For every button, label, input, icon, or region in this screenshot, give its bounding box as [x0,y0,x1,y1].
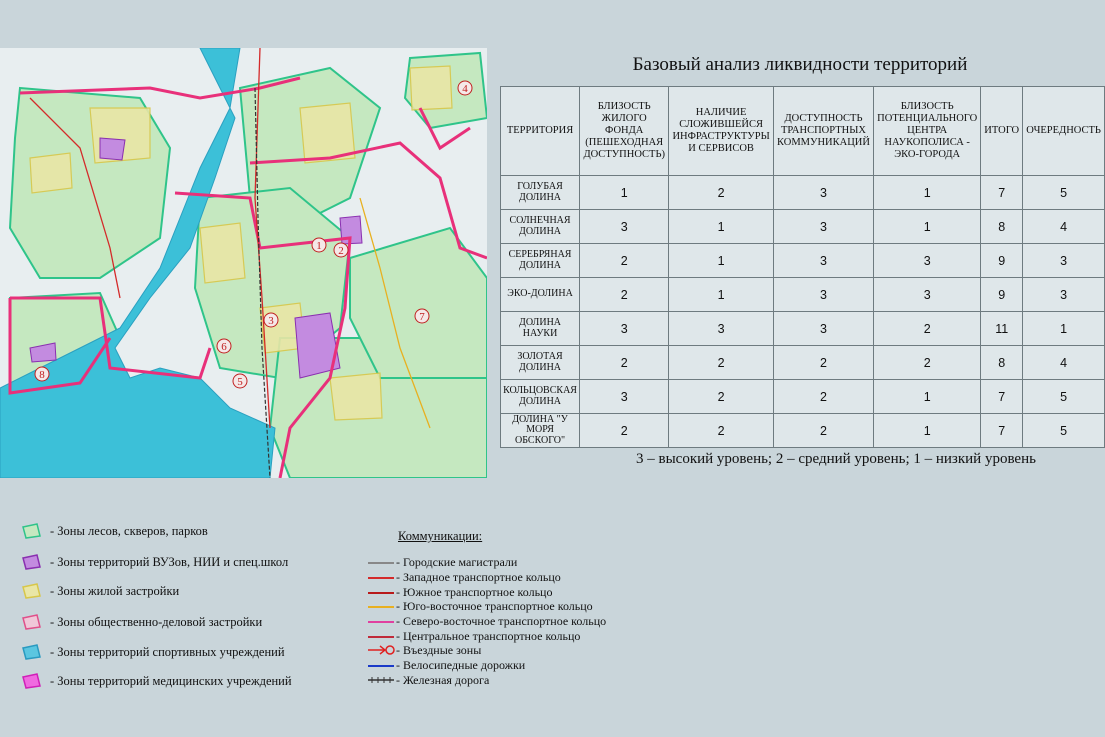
score-cell: 1 [580,176,669,210]
comm-legend-item [366,643,481,657]
territory-name-cell: СОЛНЕЧНАЯ ДОЛИНА [501,210,580,244]
col-header: ТЕРРИТОРИЯ [501,87,580,176]
score-cell: 2 [580,278,669,312]
legend-label: - Зоны территорий спортивных учреждений [50,644,285,659]
line-swatch-icon [366,599,396,613]
territory-name-cell: ГОЛУБАЯ ДОЛИНА [501,176,580,210]
comm-legend-label: - Юго-восточное транспортное кольцо [396,598,593,613]
communications-title: Коммуникации: [398,529,483,543]
residential-swatch-icon [20,582,42,600]
score-cell: 7 [981,414,1023,448]
map-marker-4: 4 [462,83,468,95]
territory-name-cell: СЕРЕБРЯНАЯ ДОЛИНА [501,244,580,278]
legend-label: - Зоны жилой застройки [50,583,180,598]
score-cell: 2 [669,380,773,414]
score-cell: 2 [773,346,873,380]
map-marker-2: 2 [338,245,344,257]
entry-zone-icon [366,643,396,657]
score-cell: 3 [669,312,773,346]
table-title: Базовый анализ ликвидности территорий [632,54,968,75]
score-cell: 5 [1023,380,1105,414]
zoning-map [0,48,487,478]
comm-legend-label: - Железная дорога [396,672,490,687]
table-row [501,210,1105,244]
score-cell: 9 [981,278,1023,312]
score-cell: 2 [580,414,669,448]
score-cell: 2 [580,244,669,278]
territory-name-cell: ЗОЛОТАЯ ДОЛИНА [501,346,580,380]
score-cell: 2 [580,346,669,380]
table-row [501,346,1105,380]
score-cell: 3 [580,210,669,244]
universities-swatch-icon [20,553,42,571]
score-cell: 3 [773,278,873,312]
score-cell: 4 [1023,346,1105,380]
sports-swatch-icon [20,643,42,661]
map-marker-3: 3 [268,315,274,327]
map-marker-5: 5 [237,376,243,388]
legend-label: - Зоны общественно-деловой застройки [50,614,263,629]
score-cell: 2 [669,176,773,210]
map-marker-8: 8 [39,369,45,381]
score-cell: 3 [1023,278,1105,312]
territory-name-cell: ЭКО-ДОЛИНА [501,278,580,312]
table-row [501,278,1105,312]
score-cell: 1 [669,210,773,244]
comm-legend-label: - Южное транспортное кольцо [396,584,553,599]
comm-legend-item [366,555,517,569]
map-marker-6: 6 [221,341,227,353]
legend-item-sports [20,641,285,663]
comm-legend-item [366,673,489,687]
score-cell: 2 [874,346,981,380]
comm-legend-label: - Центральное транспортное кольцо [396,628,581,643]
score-cell: 1 [874,380,981,414]
score-cell: 3 [773,244,873,278]
score-cell: 3 [580,380,669,414]
col-header: БЛИЗОСТЬ ЖИЛОГО ФОНДА (ПЕШЕХОДНАЯ ДОСТУПНОСТЬ) [580,87,669,176]
legend-item-residential [20,580,179,602]
score-cell: 1 [874,176,981,210]
score-cell: 5 [1023,414,1105,448]
score-cell: 11 [981,312,1023,346]
medical-swatch-icon [20,672,42,690]
liquidity-table [500,86,1105,448]
score-cell: 8 [981,346,1023,380]
legend-label: - Зоны территорий ВУЗов, НИИ и спец.школ [50,554,289,569]
territory-name-cell: КОЛЬЦОВСКАЯ ДОЛИНА [501,380,580,414]
comm-legend-item [366,585,552,599]
map-marker-1: 1 [316,240,322,252]
table-header-row [501,87,1105,176]
score-cell: 1 [874,210,981,244]
score-cell: 2 [669,414,773,448]
col-header: БЛИЗОСТЬ ПОТЕНЦИАЛЬНОГО ЦЕНТРА НАУКОПОЛИСА - ЭКО-ГОРОДА [874,87,981,176]
score-cell: 8 [981,210,1023,244]
business-swatch-icon [20,613,42,631]
comm-legend-label: - Велосипедные дорожки [396,657,526,672]
comm-legend-item [366,614,606,628]
line-swatch-icon [366,629,396,643]
col-header: ДОСТУПНОСТЬ ТРАНСПОРТНЫХ КОММУНИКАЦИЙ [773,87,873,176]
forest-swatch-icon [20,522,42,540]
comm-legend-label: - Северо-восточное транспортное кольцо [396,613,607,628]
table-row [501,244,1105,278]
territory-name-cell: ДОЛИНА "У МОРЯ ОБСКОГО" [501,414,580,448]
map-marker-7: 7 [419,311,425,323]
col-header: ИТОГО [981,87,1023,176]
line-swatch-icon [366,585,396,599]
score-cell: 7 [981,380,1023,414]
col-header: ОЧЕРЕДНОСТЬ [1023,87,1105,176]
table-row [501,380,1105,414]
score-cell: 1 [874,414,981,448]
score-cell: 3 [874,244,981,278]
score-cell: 2 [773,380,873,414]
score-cell: 2 [773,414,873,448]
legend-item-forest [20,520,208,542]
comm-legend-label: - Городские магистрали [396,554,518,569]
legend-item-business [20,611,262,633]
comm-legend-item [366,629,580,643]
comm-legend-item [366,599,593,613]
score-cell: 2 [874,312,981,346]
legend-label: - Зоны территорий медицинских учреждений [50,673,292,688]
railway-icon [366,673,396,687]
score-cell: 9 [981,244,1023,278]
score-cell: 3 [773,312,873,346]
score-cell: 3 [580,312,669,346]
legend-item-universities [20,551,288,573]
line-swatch-icon [366,555,396,569]
table-row [501,414,1105,448]
table-row [501,312,1105,346]
line-swatch-icon [366,614,396,628]
score-cell: 1 [669,278,773,312]
score-cell: 3 [773,210,873,244]
comm-legend-item [366,658,525,672]
score-cell: 1 [1023,312,1105,346]
score-cell: 7 [981,176,1023,210]
line-swatch-icon [366,570,396,584]
score-cell: 4 [1023,210,1105,244]
score-cell: 1 [669,244,773,278]
score-cell: 3 [874,278,981,312]
score-cell: 3 [1023,244,1105,278]
table-row [501,176,1105,210]
legend-item-medical [20,670,292,692]
col-header: НАЛИЧИЕ СЛОЖИВШЕЙСЯ ИНФРАСТРУКТУРЫ И СЕРВИСОВ [669,87,773,176]
legend-label: - Зоны лесов, скверов, парков [50,523,208,538]
score-cell: 5 [1023,176,1105,210]
comm-legend-item [366,570,561,584]
comm-legend-label: - Западное транспортное кольцо [396,569,561,584]
score-cell: 2 [669,346,773,380]
score-note: 3 – высокий уровень; 2 – средний уровень; 1 – низкий уровень [636,451,1036,467]
territory-name-cell: ДОЛИНА НАУКИ [501,312,580,346]
comm-legend-label: - Въездные зоны [396,642,482,657]
line-swatch-icon [366,658,396,672]
score-cell: 3 [773,176,873,210]
